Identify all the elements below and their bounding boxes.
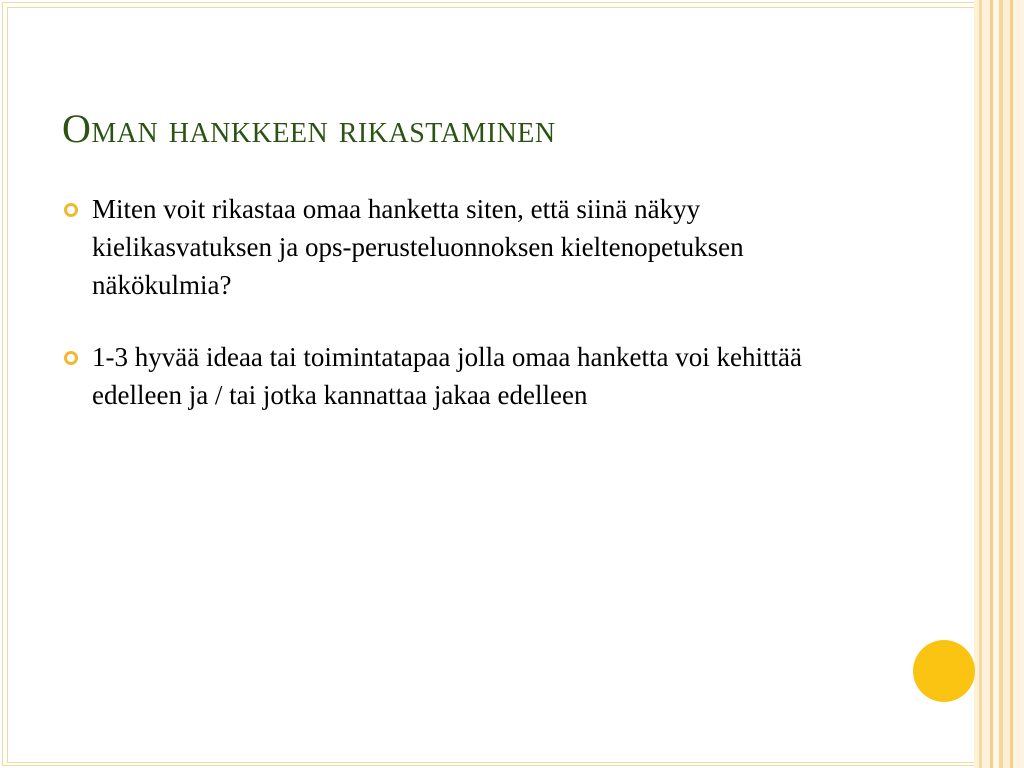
decorative-circle <box>913 640 975 702</box>
ring-bullet-icon <box>64 203 78 217</box>
stripe <box>1013 0 1024 768</box>
bullet-item <box>62 338 852 414</box>
bullet-text: Miten voit rikastaa omaa hanketta siten, että siinä näkyy kielikasvatuksen ja ops-perusteluonnoksen kieltenopetuksen näkökulmia? <box>92 194 744 300</box>
ring-bullet-icon <box>64 351 78 365</box>
decorative-stripes <box>974 0 1024 768</box>
bullet-item <box>62 190 852 304</box>
bullet-list <box>62 190 852 442</box>
slide-title: Oman hankkeen rikastaminen <box>62 106 556 151</box>
stripe <box>982 0 990 768</box>
stripe <box>1003 0 1010 768</box>
bullet-text: 1-3 hyvää ideaa tai toimintatapaa jolla omaa hanketta voi kehittää edelleen ja / tai jotka kannattaa jakaa edelleen <box>92 342 802 410</box>
